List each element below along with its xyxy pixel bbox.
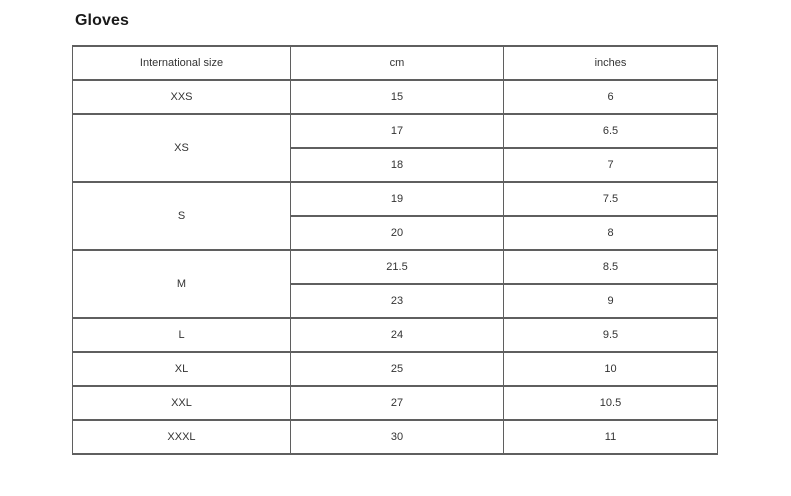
inches-cell: 7	[504, 148, 718, 182]
cm-cell: 24	[291, 318, 504, 352]
gloves-size-table	[72, 45, 718, 455]
inches-cell: 7.5	[504, 182, 718, 216]
cm-cell: 19	[291, 182, 504, 216]
inches-cell: 6.5	[504, 114, 718, 148]
inches-cell: 11	[504, 420, 718, 454]
table-row	[73, 318, 718, 352]
inches-cell: 8	[504, 216, 718, 250]
table-row	[73, 352, 718, 386]
table-row	[73, 250, 718, 284]
inches-cell: 9.5	[504, 318, 718, 352]
inches-cell: 10.5	[504, 386, 718, 420]
header-international-size: International size	[73, 46, 291, 80]
cm-cell: 17	[291, 114, 504, 148]
cm-cell: 27	[291, 386, 504, 420]
header-cm: cm	[291, 46, 504, 80]
table-row	[73, 114, 718, 148]
size-cell: XS	[73, 114, 291, 182]
header-inches: inches	[504, 46, 718, 80]
cm-cell: 20	[291, 216, 504, 250]
inches-cell: 9	[504, 284, 718, 318]
cm-cell: 21.5	[291, 250, 504, 284]
inches-cell: 10	[504, 352, 718, 386]
inches-cell: 8.5	[504, 250, 718, 284]
cm-cell: 23	[291, 284, 504, 318]
table-row	[73, 420, 718, 454]
table-header-row	[73, 46, 718, 80]
size-cell: XL	[73, 352, 291, 386]
size-cell: S	[73, 182, 291, 250]
cm-cell: 18	[291, 148, 504, 182]
page-title: Gloves	[75, 12, 129, 29]
size-cell: M	[73, 250, 291, 318]
size-cell: XXL	[73, 386, 291, 420]
cm-cell: 25	[291, 352, 504, 386]
cm-cell: 15	[291, 80, 504, 114]
table-row	[73, 182, 718, 216]
table-row	[73, 386, 718, 420]
cm-cell: 30	[291, 420, 504, 454]
size-cell: XXXL	[73, 420, 291, 454]
size-cell: XXS	[73, 80, 291, 114]
table-row	[73, 80, 718, 114]
size-cell: L	[73, 318, 291, 352]
inches-cell: 6	[504, 80, 718, 114]
